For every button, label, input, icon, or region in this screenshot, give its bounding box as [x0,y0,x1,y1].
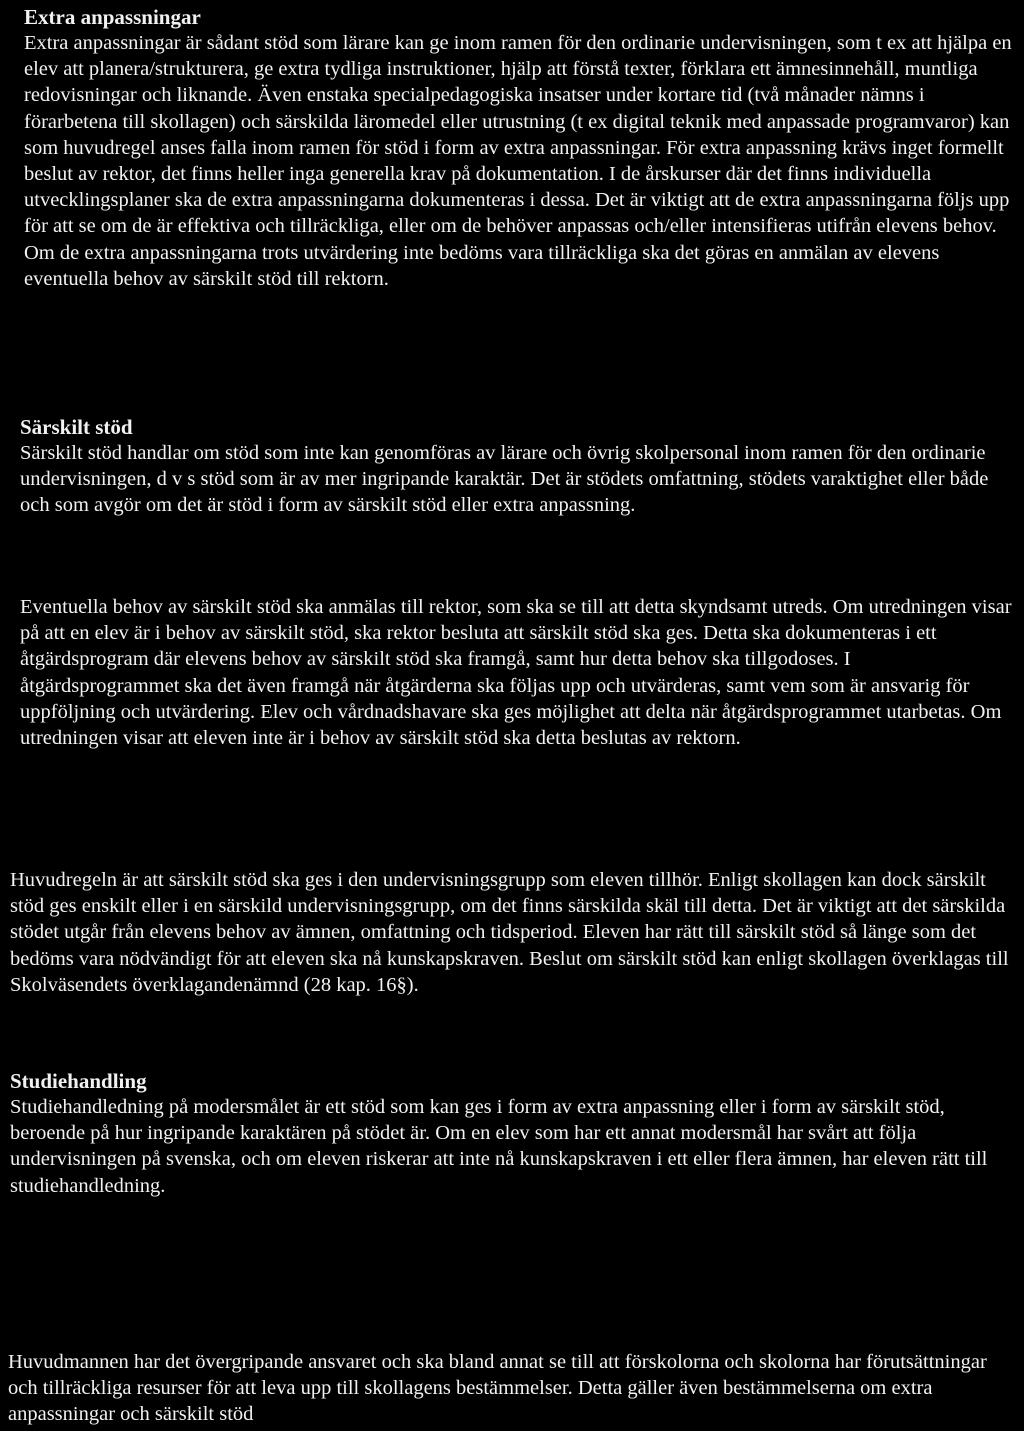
section-paragraph: Huvudmannen har det övergripande ansvaret och ska bland annat se till att förskolorna och skolorna har förutsättningar och tillräckliga resurser för att leva upp till skollagens bestämmelser. Detta gäller även bestämmelserna om extra anpassningar och särskilt stöd [8,1351,987,1426]
section-heading: Studiehandling [10,1069,147,1093]
paragraph-huvudregeln [10,867,1014,998]
section-extra-anpassningar [24,4,1014,292]
section-paragraph: Huvudregeln är att särskilt stöd ska ges i den undervisningsgrupp som eleven tillhör. Enligt skollagen kan dock särskilt stöd ges enskilt eller i en särskild undervisningsgrupp, om det finns särskilda skäl till detta. Det är viktigt att det särskilda stödet utgår från elevens behov av ämnen, omfattning och tidsperiod. Eleven har rätt till särskilt stöd så länge som det bedöms vara nödvändigt för att eleven ska nå kunskapskraven. Beslut om särskilt stöd kan enligt skollagen överklagas till Skolväsendets överklagandenämnd (28 kap. 16§). [10,869,1009,996]
section-paragraph: Studiehandledning på modersmålet är ett stöd som kan ges i form av extra anpassning eller i form av särskilt stöd, beroende på hur ingripande karaktären på stödet är. Om en elev som har ett annat modersmål har svårt att följa undervisningen på svenska, och om eleven riskerar att inte nå kunskapskraven i ett eller flera ämnen, har eleven rätt till studiehandledning. [10,1096,988,1197]
paragraph-eventuella-behov [20,594,1014,751]
section-paragraph: Eventuella behov av särskilt stöd ska anmälas till rektor, som ska se till att detta skyndsamt utreds. Om utredningen visar på att en elev är i behov av särskilt stöd, ska rektor besluta att särskilt stöd ska ges. Detta ska dokumenteras i ett åtgärdsprogram där elevens behov av särskilt stöd ska framgå, samt hur detta behov ska tillgodoses. I åtgärdsprogrammet ska det även framgå när åtgärderna ska följas upp och utvärderas, samt vem som är ansvarig för uppföljning och utvärdering. Elev och vårdnadshavare ska ges möjlighet att delta när åtgärdsprogrammet utarbetas. Om utredningen visar att eleven inte är i behov av särskilt stöd ska detta beslutas av rektorn. [20,596,1012,750]
section-paragraph: Särskilt stöd handlar om stöd som inte kan genomföras av lärare och övrig skolpersonal inom ramen för den ordinarie undervisningen, d v s stöd som är av mer ingripande karaktär. Det är stödets omfattning, stödets varaktighet eller både och som avgör om det är stöd i form av särskilt stöd eller extra anpassning. [20,442,989,517]
section-heading: Extra anpassningar [24,5,201,29]
section-heading: Särskilt stöd [20,415,133,439]
section-studiehandling [10,1068,1014,1199]
section-paragraph: Extra anpassningar är sådant stöd som lärare kan ge inom ramen för den ordinarie undervisningen, som t ex att hjälpa en elev att planera/strukturera, ge extra tydliga instruktioner, hjälp att förstå texter, förklara ett ämnesinnehåll, muntliga redovisningar och liknande. Även enstaka specialpedagogiska insatser under kortare tid (två månader nämns i förarbetena till skollagen) och särskilda läromedel eller utrustning (t ex digital teknik med anpassade programvaror) kan som huvudregel anses falla inom ramen för stöd i form av extra anpassningar. För extra anpassning krävs inget formellt beslut av rektor, det finns heller inga generella krav på dokumentation. I de årskurser där det finns individuella utvecklingsplaner ska de extra anpassningarna dokumenteras i dessa. Det är viktigt att de extra anpassningarna följs upp för att se om de är effektiva och tillräckliga, eller om de behöver anpassas och/eller intensifieras utifrån elevens behov. Om de extra anpassningarna trots utvärdering inte bedöms vara tillräckliga ska det göras en anmälan av elevens eventuella behov av särskilt stöd till rektorn. [24,32,1012,290]
section-sarskilt-stod [20,414,1014,519]
paragraph-huvudmannen [8,1349,1014,1428]
